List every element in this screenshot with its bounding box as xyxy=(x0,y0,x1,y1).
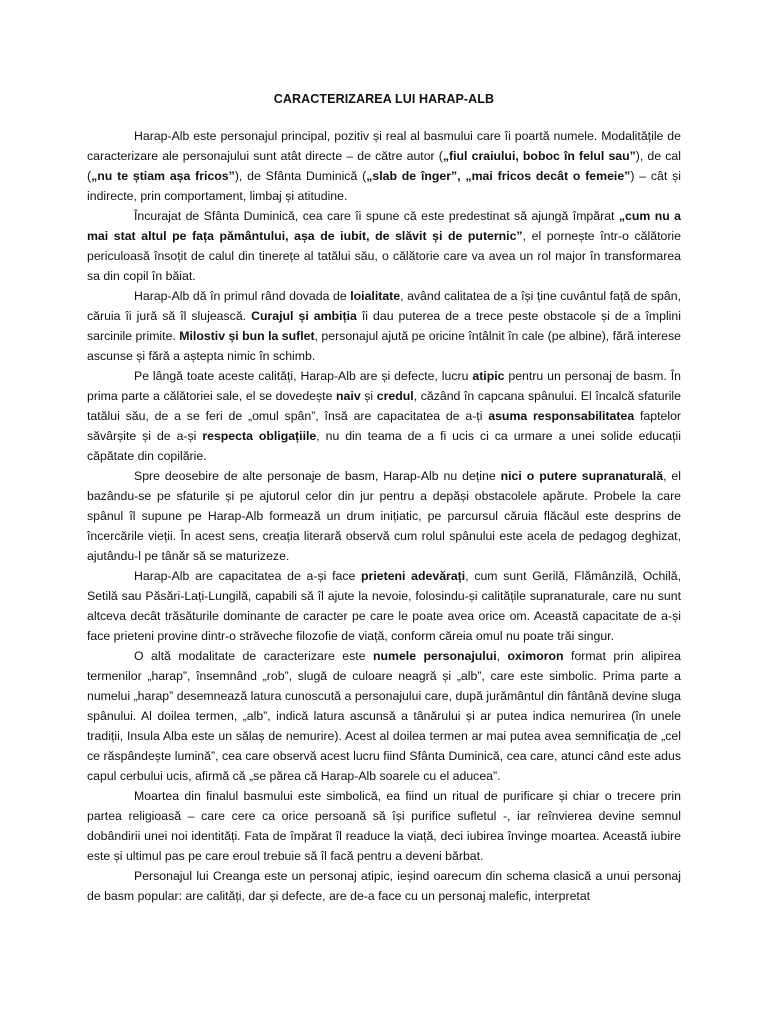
text-run: O altă modalitate de caracterizare este xyxy=(134,649,373,663)
text-run: , personajul ajută pe oricine întâlnit în cale (pe albine), fără interese ascunse și fără a aștepta nimic în schimb. xyxy=(87,329,681,363)
paragraph xyxy=(87,646,681,786)
text-run: îi dau puterea de a trece peste obstacole și de a împlini sarcinile primite. xyxy=(87,309,681,343)
bold-text-run: numele personajului xyxy=(372,649,497,663)
paragraph xyxy=(87,366,681,466)
bold-text-run: prieteni adevărați xyxy=(361,569,466,583)
text-run: pentru un personaj de basm. În prima parte a călătoriei sale, el se dovedește xyxy=(87,369,681,403)
paragraph xyxy=(87,786,681,866)
text-run: , nu din teama de a fi ucis ci ca urmare a unei solide educații căpătate din copilărie. xyxy=(87,429,681,463)
document-body xyxy=(87,126,681,906)
bold-text-run: credul xyxy=(376,389,414,403)
bold-text-run: nici o putere supranaturală xyxy=(500,469,664,483)
text-run: ) – cât și indirecte, prin comportament, limbaj și atitudine. xyxy=(87,169,682,203)
paragraph xyxy=(87,286,681,366)
text-run: , xyxy=(496,649,508,663)
text-run: Harap-Alb este personajul principal, pozitiv și real al basmului care îi poartă numele. Modalitățile de caracterizare ale personajului sunt atât directe – de către autor ( xyxy=(87,129,681,163)
document-title: CARACTERIZAREA LUI HARAP-ALB xyxy=(273,92,495,106)
bold-text-run: respecta obligațiile xyxy=(202,429,317,443)
bold-text-run: loialitate xyxy=(350,289,401,303)
text-run: Moartea din finalul basmului este simbolică, ea fiind un ritual de purificare și chiar o trecere prin partea religioasă – care cere ca orice persoană să își purifice sufletul -, iar reînvierea devine semnul dobândirii unei noi identități. Fata de împărat îl readuce la viață, deci iubirea învinge moartea. Această iubire este și ultimul pas pe care eroul trebuie să îl facă pentru a deveni bărbat. xyxy=(87,789,681,863)
text-run: Spre deosebire de alte personaje de basm, Harap-Alb nu deține xyxy=(134,469,501,483)
text-run: și xyxy=(360,389,377,403)
text-run: ), de Sfânta Duminică ( xyxy=(234,169,367,183)
text-run: , el pornește într-o călătorie periculoasă însoțit de calul din tinerețe al tatălui său, o călătorie care va avea un rol major în transformarea sa din copil în băiat. xyxy=(87,229,681,283)
text-run: Harap-Alb are capacitatea de a-și face xyxy=(134,569,362,583)
text-run: Personajul lui Creanga este un personaj atipic, ieșind oarecum din schema clasică a unui personaj de basm popular: are calități, dar și defecte, are de-a face cu un personaj malefic, interpretat xyxy=(87,869,681,903)
paragraph xyxy=(87,206,681,286)
text-run: , cum sunt Gerilă, Flămânzilă, Ochilă, Setilă sau Păsări-Lați-Lungilă, capabili să îl ajute la nevoie, folosindu-și calitățile supranaturale, care nu sunt altceva decât trăsăturile dominante de caracter pe care le poate avea orice om. Această capacitate de a-și face prieteni provine dintr-o străveche filozofie de viață, conform căreia omul nu poate trăi singur. xyxy=(87,569,681,643)
bold-text-run: „slab de înger”, „mai fricos decât o femeie” xyxy=(366,169,631,183)
bold-text-run: Curajul și ambiția xyxy=(251,309,357,323)
text-run: , căzând în capcana spânului. El încalcă sfaturile tatălui său, de a se feri de „omul spân”, însă are capacitatea de a-ți xyxy=(87,389,681,423)
text-run: faptelor săvârșite și de a-și xyxy=(87,409,681,443)
bold-text-run: „cum nu a mai stat altul pe fața pământului, așa de iubit, de slăvit și de puternic” xyxy=(87,209,681,243)
bold-text-run: naiv xyxy=(336,389,361,403)
paragraph xyxy=(87,126,681,206)
text-run: Încurajat de Sfânta Duminică, cea care îi spune că este predestinat să ajungă împărat xyxy=(134,209,619,223)
paragraph xyxy=(87,466,681,566)
text-run: Pe lângă toate aceste calități, Harap-Alb are și defecte, lucru xyxy=(134,369,473,383)
text-run: format prin alipirea termenilor „harap”, însemnând „rob”, slugă de culoare neagră și „alb”, care este simbolic. Prima parte a numelui „harap” desemnează latura cunoscută a personajului care, după jurământul din fântână devine sluga spânului. Al doilea termen, „alb”, indică latura ascunsă a tânărului și ar putea indica nemurirea (în unele tradiții, Insula Alba este un sălaș de nemurire). Acest al doilea termen ar mai putea avea semnificația de „cel ce răspândește lumină”, cea care observă acest lucru fiind Sfânta Duminică, cea care, atunci când este adus capul cerbului ucis, afirmă că „se părea că Harap-Alb soarele cu el aducea”. xyxy=(87,649,681,783)
bold-text-run: „fiul craiului, boboc în felul sau” xyxy=(442,149,636,163)
text-run: ), de cal ( xyxy=(87,149,681,183)
bold-text-run: asuma responsabilitatea xyxy=(488,409,635,423)
bold-text-run: „nu te știam așa fricos” xyxy=(91,169,235,183)
text-run: Harap-Alb dă în primul rând dovada de xyxy=(134,289,351,303)
text-run: , el bazându-se pe sfaturile și pe ajutorul celor din jur pentru a depăși obstacolele apărute. Probele la care spânul îl supune pe Harap-Alb formează un drum inițiatic, pe parcursul căruia flăcăul este desprins de încercările vieții. În acest sens, creația literară observă cum rolul spânului este acela de pedagog deghizat, ajutându-l pe tânăr să se maturizeze. xyxy=(87,469,681,563)
bold-text-run: oximoron xyxy=(507,649,564,663)
bold-text-run: Milostiv și bun la suflet xyxy=(179,329,315,343)
text-run: , având calitatea de a își ține cuvântul față de spân, căruia îi jură să îl slujească. xyxy=(87,289,681,323)
bold-text-run: atipic xyxy=(472,369,505,383)
paragraph xyxy=(87,566,681,646)
paragraph xyxy=(87,866,681,906)
